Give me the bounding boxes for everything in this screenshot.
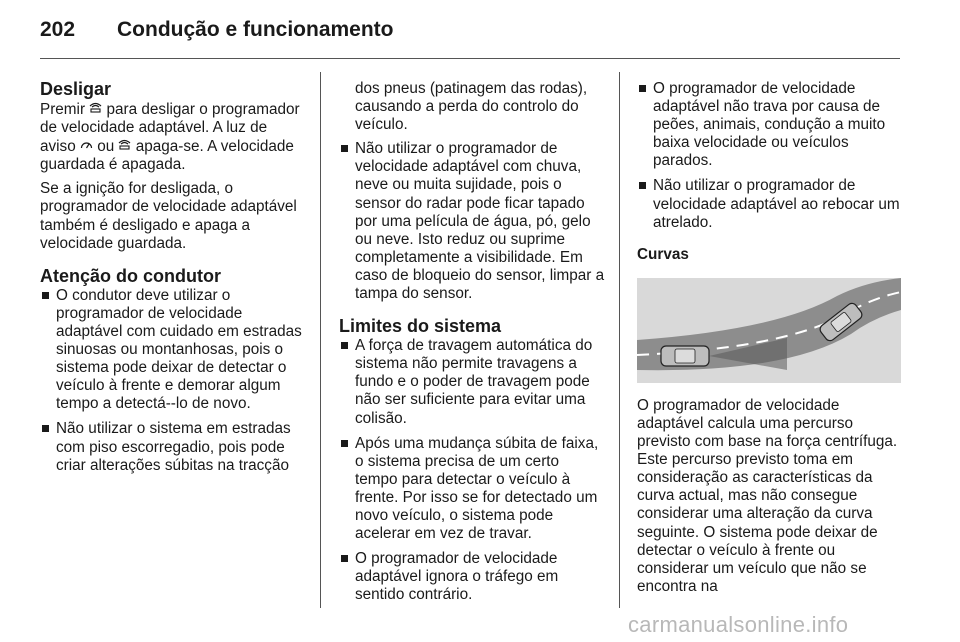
list-item-text: Não utilizar o programador de velocidade adaptável ao rebocar um atrelado.	[653, 177, 900, 231]
bullet-icon	[639, 85, 646, 92]
column-divider-2	[619, 72, 620, 608]
list-limites	[339, 337, 605, 604]
list-item	[40, 287, 302, 414]
paragraph-curvas: O programador de velocidade adaptável calcula uma percurso previsto com base na força centrífuga. Este percurso previsto toma em consideração as características da curva actual, mas não consegue considerar uma alteração da curva seguinte. O sistema pode deixar de detectar o veículo à frente ou considerar um veículo que não se encontra na	[637, 396, 898, 595]
section-title: Condução e funcionamento	[117, 18, 394, 41]
bullet-icon	[341, 440, 348, 447]
list-item-text: Não utilizar o sistema em estradas com piso escorregadio, pois pode criar alterações súbitas na tracção	[56, 420, 291, 474]
heading-curvas: Curvas	[637, 245, 689, 263]
text-fragment: ou	[92, 138, 119, 156]
bullet-icon	[42, 292, 49, 299]
page-header	[40, 18, 900, 58]
cruise-control-icon	[118, 137, 131, 155]
list-item	[637, 80, 902, 170]
bullet-icon	[639, 182, 646, 189]
list-item-text: A força de travagem automática do sistema não permite travagens a fundo e o poder de travagem pode não ser suficiente para evitar uma colisão.	[355, 337, 593, 427]
list-item	[339, 435, 605, 544]
paragraph-desligar	[40, 100, 302, 174]
list-atencao	[40, 287, 302, 475]
watermark: carmanualsonline.info	[628, 612, 849, 637]
list-item-text: O condutor deve utilizar o programador de velocidade adaptável com cuidado em estradas sinuosas ou montanhosas, pois o sistema pode deixar de detectar o veículo à frente e demorar algum tempo a detectá--lo de novo.	[56, 286, 302, 413]
list-item	[339, 550, 605, 604]
bullet-icon	[341, 145, 348, 152]
paragraph-continuation: dos pneus (patinagem das rodas), causando a perda do controlo do veículo.	[355, 80, 588, 134]
text-fragment: Premir	[40, 101, 90, 118]
list-item-text: Após uma mudança súbita de faixa, o sistema precisa de um certo tempo para detectar o veículo à frente. Por isso se for detectado um novo veículo, o sistema pode acelerar em vez de travar.	[355, 434, 599, 543]
vehicle-icon	[661, 346, 709, 366]
list-weather	[339, 140, 605, 303]
page-number: 202	[40, 18, 76, 41]
list-item-text: Não utilizar o programador de velocidade adaptável com chuva, neve ou muita sujidade, pois o sensor do radar pode ficar tapado por uma película de água, pó, gelo ou neve. Isto reduz ou suprime completamente a visibilidade. Em caso de bloqueio do sensor, limpar a tampa do sensor.	[355, 140, 605, 303]
column-divider-1	[320, 72, 321, 608]
heading-limites: Limites do sistema	[339, 316, 502, 337]
text-fragment: apaga-se. A velocidade guardada é apagada.	[40, 138, 294, 174]
speedometer-warning-icon	[80, 137, 93, 155]
list-item	[40, 420, 302, 474]
column-3	[637, 80, 902, 602]
bullet-icon	[42, 425, 49, 432]
list-item	[339, 337, 605, 427]
list-limitations	[637, 80, 902, 232]
list-item-text: O programador de velocidade adaptável não trava por causa de peões, animais, condução a muito baixa velocidade ou veículos parados.	[653, 80, 886, 170]
paragraph-ignicao: Se a ignição for desligada, o programador de velocidade adaptável também é desligado e apaga a velocidade guardada.	[40, 180, 297, 252]
heading-atencao: Atenção do condutor	[40, 265, 221, 286]
cruise-control-icon	[89, 100, 102, 118]
column-2	[339, 80, 605, 611]
column-1	[40, 78, 302, 482]
list-item	[339, 140, 605, 303]
text-fragment: para desligar o programador de velocidade adaptável. A luz de aviso	[40, 101, 300, 156]
list-item	[637, 177, 902, 231]
curve-illustration	[637, 278, 901, 383]
bullet-icon	[341, 555, 348, 562]
list-item-text: O programador de velocidade adaptável ignora o tráfego em sentido contrário.	[355, 550, 559, 604]
bullet-icon	[341, 342, 348, 349]
header-rule	[40, 58, 900, 59]
heading-desligar: Desligar	[40, 79, 112, 99]
